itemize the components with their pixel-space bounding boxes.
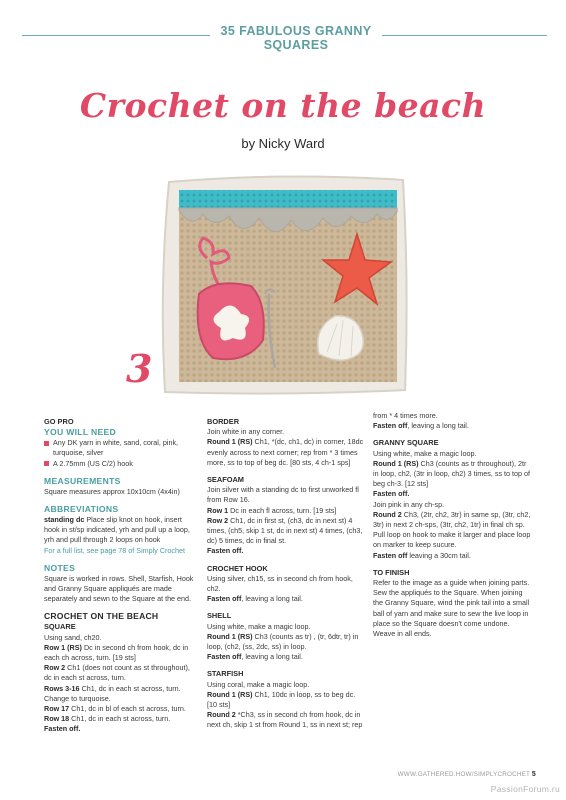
shell-heading: SHELL (207, 611, 232, 621)
list-item: Any DK yarn in white, sand, coral, pink, turquoise, silver (44, 438, 196, 458)
border-heading: BORDER (207, 417, 240, 426)
fasten-off: Fasten off, leaving a long tail. (373, 421, 469, 431)
footer-url[interactable]: WWW.GATHERED.HOW/SIMPLYCROCHET (397, 771, 530, 778)
to-finish-paragraph: Refer to the image as a guide when joining parts. (373, 578, 530, 588)
measurements-heading: MEASUREMENTS (44, 475, 121, 486)
pattern-row: Row 17 Ch1, dc in bl of each st across, turn. (44, 704, 186, 714)
abbreviations-reference: For a full list, see page 78 of Simply Crochet (44, 545, 186, 555)
bullet-square-icon (44, 461, 49, 466)
square-heading: SQUARE (44, 622, 76, 632)
pattern-row: Row 1 Dc in each fl across, turn. [19 sts] (207, 505, 337, 515)
shell-intro: Using white, make a magic loop. (207, 621, 311, 631)
pattern-row: Row 2 Ch1 (does not count as st throughout), dc in each st across, turn. (44, 663, 190, 683)
page-footer (398, 771, 536, 778)
seafoam-heading: SEAFOAM (207, 475, 244, 485)
fasten-off: Fasten off. (44, 724, 81, 734)
fasten-off: Fasten off leaving a 30cm tail. (373, 550, 471, 560)
page-number: 5 (531, 771, 536, 778)
fasten-off: Fasten off, leaving a long tail. (207, 594, 303, 604)
crochet-hook-heading: CROCHET HOOK (207, 563, 268, 573)
notes-heading: NOTES (44, 562, 76, 573)
you-will-need-heading: YOU WILL NEED (44, 427, 117, 438)
starfish-intro: Using coral, make a magic loop. (207, 679, 310, 689)
square-intro: Using sand, ch20. (44, 632, 102, 642)
header-rule-left (22, 35, 210, 36)
fasten-off: Fasten off. (207, 546, 244, 556)
fasten-off: Fasten off, leaving a long tail. (207, 652, 303, 662)
starfish-continued: from * 4 times more. (373, 411, 438, 420)
column-1 (44, 417, 196, 735)
border-intro: Join white in any corner. (207, 427, 285, 437)
go-pro-kicker: GO PRO (44, 417, 74, 426)
to-finish-heading: TO FINISH (373, 567, 410, 577)
pattern-row: Row 18 Ch1, dc in each st across, turn. (44, 714, 171, 724)
to-finish-paragraph: Sew the appliqués to the Square. When joining the Granny Square, wind the pink tail into a small ball of yarn and make sure to sew the live loop in place so the Square doesn't come undone. (373, 588, 530, 628)
pattern-row: Round 1 (RS) Ch1, 10dc in loop, ss to beg dc. [10 sts] (207, 689, 356, 710)
notes-text: Square is worked in rows. Shell, Starfish, Hook and Granny Square appliqués are made separately and sewn to the Square at the end. (44, 573, 194, 604)
granny-square-intro: Using white, make a magic loop. (373, 448, 477, 458)
fasten-off: Fasten off. (373, 489, 410, 499)
pattern-heading: CROCHET ON THE BEACH (44, 611, 159, 622)
byline: by Nicky Ward (241, 136, 325, 151)
pattern-row: Round 2 *Ch3, ss in second ch from hook, dc in next ch, skip 1 st from Round 1, ss in next st; rep (207, 710, 363, 730)
header-rule-right (382, 35, 547, 36)
turquoise-band (179, 190, 397, 210)
pattern-row: Round 1 (RS) Ch3 (counts as tr throughout), 2tr in loop, ch2, (3tr in loop, ch2) 3 times, ss to top of beg ch-3. [12 sts] (373, 458, 531, 489)
granny-square-join: Join pink in any ch-sp. (373, 499, 445, 509)
granny-square-photo (155, 168, 415, 400)
column-2 (207, 417, 365, 731)
bullet-square-icon (44, 441, 49, 446)
measurements-text: Square measures approx 10x10cm (4x4in) (44, 486, 180, 496)
pattern-row: Row 2 Ch1, dc in first st, (ch3, dc in next st) 4 times, (ch5, skip 1 st, dc in next st) 4 times, (ch3, dc) 5 times, dc in final st. (207, 515, 363, 546)
starfish-heading: STARFISH (207, 669, 244, 679)
crochet-hook-intro: Using silver, ch15, ss in second ch from hook, ch2. (207, 573, 353, 594)
granny-square-heading: GRANNY SQUARE (373, 438, 439, 448)
pattern-row: Rows 3-16 Ch1, dc in each st across, turn. Change to turquoise. (44, 683, 181, 703)
article-title: Crochet on the beach (79, 86, 487, 125)
pattern-row: Round 1 (RS) Ch3 (counts as tr) , (tr, 6dtr, tr) in loop, (ch2, (ss, 2dc, ss) in loop. (207, 631, 359, 652)
seafoam-intro: Join silver with a standing dc to first unworked fl from Row 16. (207, 485, 359, 505)
watermark: PassionForum.ru (490, 784, 560, 794)
column-3 (373, 411, 533, 639)
pattern-row: Round 2 Ch3, (2tr, ch2, 3tr) in same sp, (3tr, ch2, 3tr) in next 2 ch-sps, (3tr, ch2, 1tr) in final ch sp. Pull loop on hook to make it larger and place loop on marker to keep sucure. (373, 509, 531, 550)
list-item: A 2.75mm (US C/2) hook (44, 459, 196, 469)
pattern-row: Round 1 (RS) Ch1, *(dc, ch1, dc) in corner, 18dc evenly across to next corner; rep from * 3 times more, ss to top of beg dc. [80 sts, 4 ch-1 sps] (207, 437, 364, 467)
abbreviations-heading: ABBREVIATIONS (44, 504, 119, 515)
series-title: 35 FABULOUS GRANNY SQUARES (220, 24, 372, 52)
square-number: 3 (126, 346, 153, 391)
pattern-row: Row 1 (RS) Dc in second ch from hook, dc in each ch across, turn. [19 sts] (44, 642, 189, 663)
to-finish-paragraph: Weave in all ends. (373, 629, 432, 639)
abbreviation-entry: standing dc Place slip knot on hook, insert hook in st/sp indicated, yrh and pull up a loop, yrh and pull through 2 loops on hook (44, 515, 190, 545)
